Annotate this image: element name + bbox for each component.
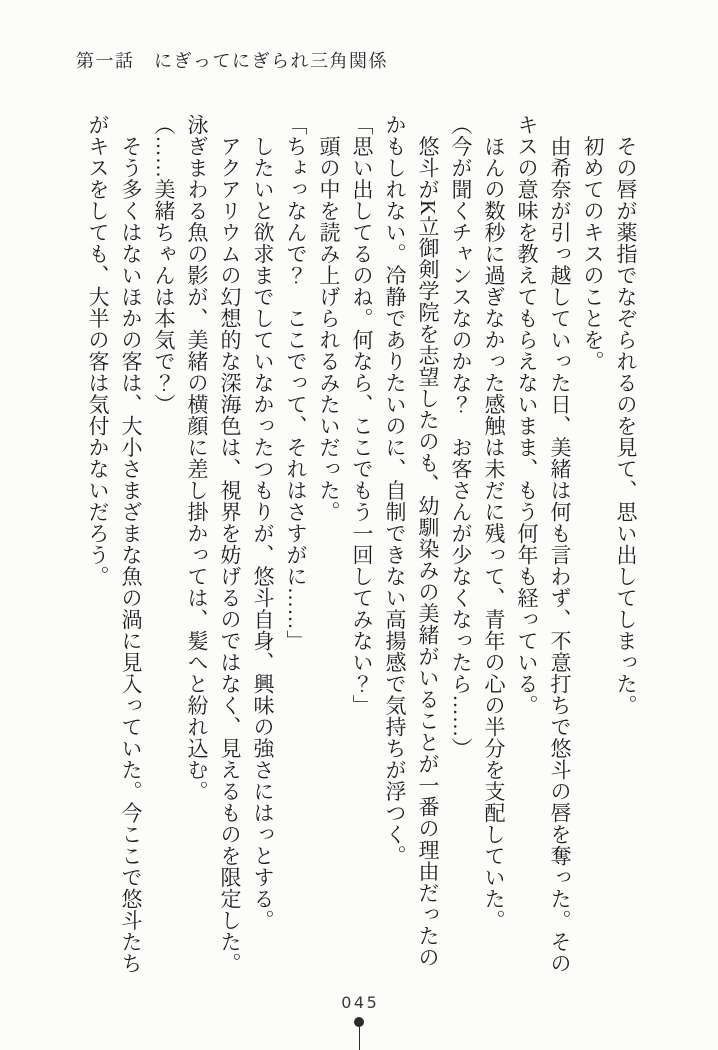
text-line: 初めてのキスのことを。 (581, 114, 605, 372)
text-line: （……美緒ちゃんは本気で？） (152, 114, 176, 415)
text-line: 「思い出してるのね。何なら、ここでもう一回してみない？」 (350, 114, 374, 716)
text-line: キスの意味を教えてもらえないまま、もう何年も経っている。 (515, 114, 539, 716)
text-line: がキスをしても、大半の客は気付かないだろう。 (86, 114, 110, 587)
footer-stem-line (359, 1027, 360, 1050)
text-line: かもしれない。冷静でありたいのに、自制できない高揚感で気持ちが浮つく。 (383, 114, 407, 867)
text-line: 「ちょっなんで？ ここでって、それはさすがに……」 (284, 114, 308, 652)
text-line: したいと欲求までしていなかったつもりが、悠斗自身、興味の強さにはっとする。 (251, 114, 275, 931)
page-number: 045 (341, 993, 380, 1012)
body-text-block (81, 114, 642, 982)
text-line: 頭の中を読み上げられるみたいだった。 (317, 114, 341, 523)
chapter-title: 第一話 にぎってにぎられ三角関係 (76, 51, 388, 71)
text-line: ほんの数秒に過ぎなかった感触は未だに残って、青年の心の半分を支配していた。 (482, 114, 506, 931)
text-line: （今が聞くチャンスなのかな？ お客さんが少なくなったら……） (449, 114, 473, 759)
footer-dot-icon (354, 1017, 364, 1027)
text-line: その唇が薬指でなぞられるのを見て、思い出してしまった。 (614, 114, 638, 716)
text-line: 由希奈が引っ越していった日、美緒は何も言わず、不意打ちで悠斗の唇を奪った。その (548, 114, 572, 974)
page-footer (0, 993, 718, 1050)
text-line: 泳ぎまわる魚の影が、美緒の横顔に差し掛かっては、髪へと紛れ込む。 (185, 114, 209, 802)
text-line: そう多くはないほかの客は、大小さまざまな魚の渦に見入っていた。今ここで悠斗たち (119, 114, 143, 974)
text-line: 悠斗がK立御剣学院を志望したのも、幼馴染みの美緒がいることが一番の理由だったの (416, 114, 440, 969)
text-line: アクアリウムの幻想的な深海色は、視界を妨げるのではなく、見えるものを限定した。 (218, 114, 242, 974)
